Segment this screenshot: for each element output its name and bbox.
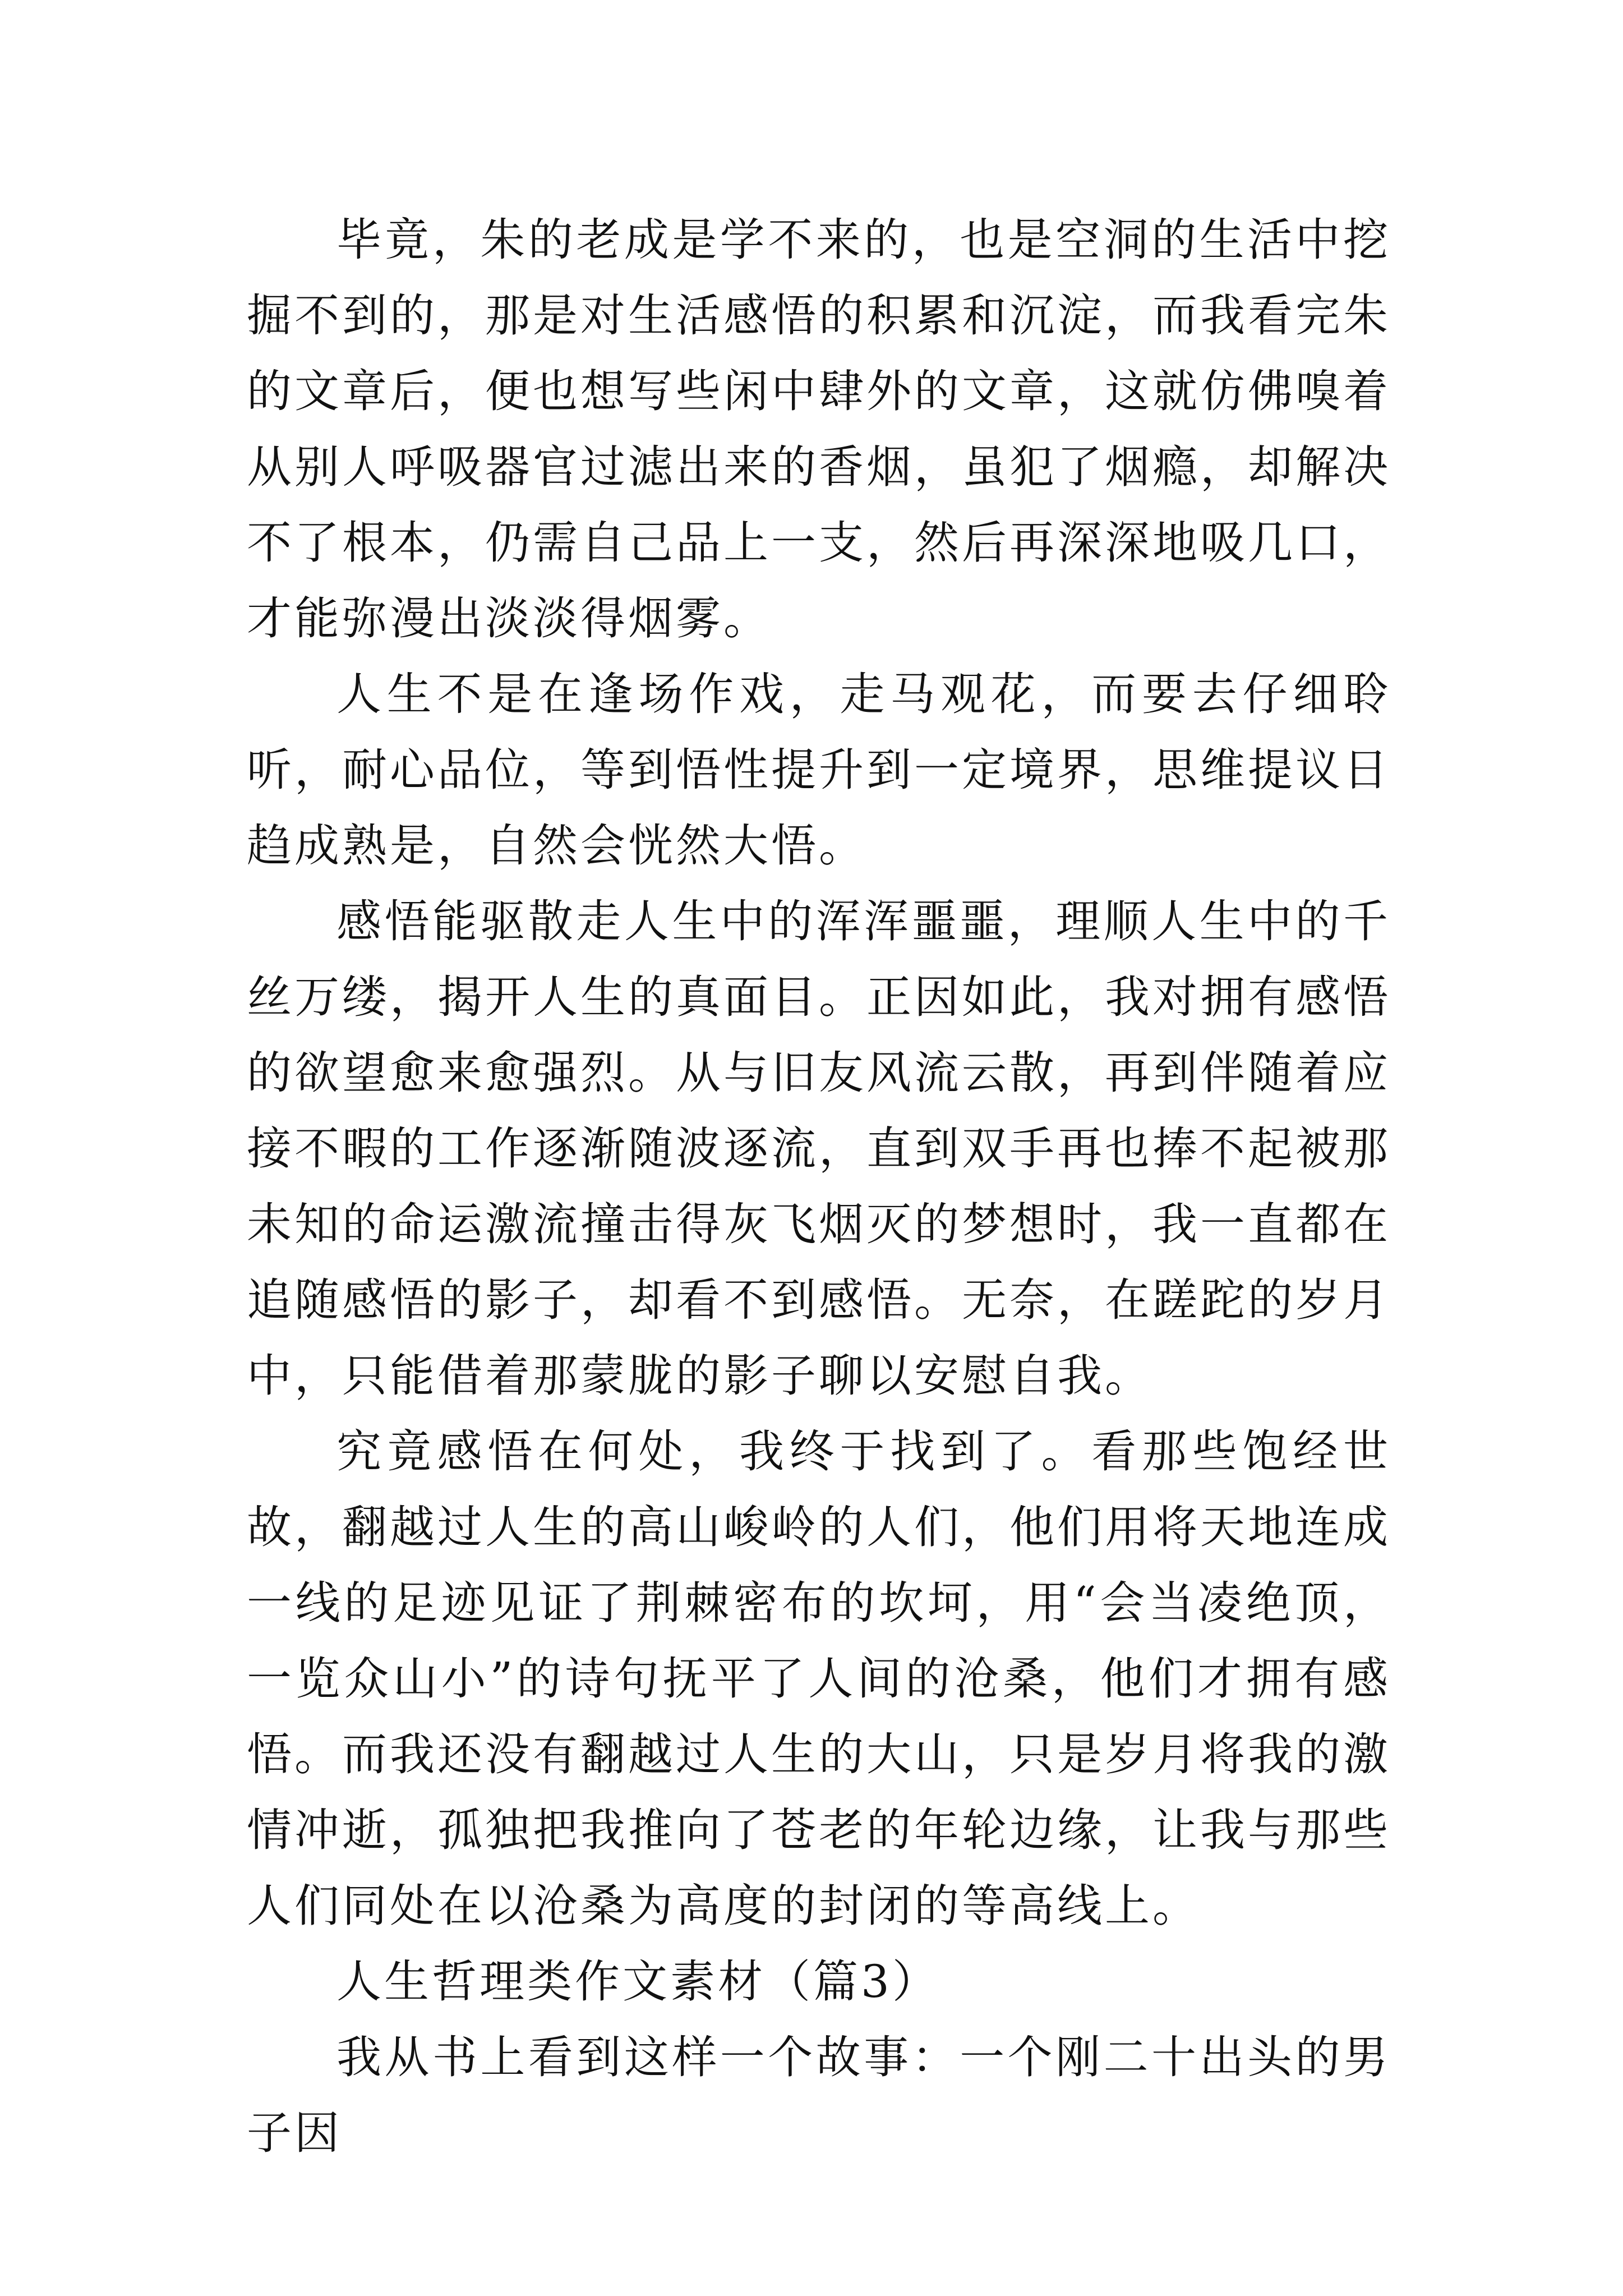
paragraph-1: 毕竟，朱的老成是学不来的，也是空洞的生活中挖掘不到的，那是对生活感悟的积累和沉淀，而我看完朱的文章后，便也想写些闲中肆外的文章，这就仿佛嗅着从别人呼吸器官过滤出来的香烟，虽犯了烟瘾，却解决不了根本，仍需自己品上一支，然后再深深地吸几口，才能弥漫出淡淡得烟雾。 <box>247 214 1391 645</box>
paragraph-2: 人生不是在逢场作戏，走马观花，而要去仔细聆听，耐心品位，等到悟性提升到一定境界，思维提议日趋成熟是，自然会恍然大悟。 <box>247 668 1391 872</box>
paragraph-3: 感悟能驱散走人生中的浑浑噩噩，理顺人生中的千丝万缕，揭开人生的真面目。正因如此，我对拥有感悟的欲望愈来愈强烈。从与旧友风流云散，再到伴随着应接不暇的工作逐渐随波逐流，直到双手再也捧不起被那未知的命运激流撞击得灰飞烟灭的梦想时，我一直都在追随感悟的影子，却看不到感悟。无奈，在蹉跎的岁月中，只能借着那蒙胧的影子聊以安慰自我。 <box>247 895 1391 1402</box>
section-heading: 人生哲理类作文素材（篇3） <box>336 1955 940 2008</box>
paragraph-5: 我从书上看到这样一个故事：一个刚二十出头的男子因 <box>247 2031 1391 2159</box>
paragraph-4: 究竟感悟在何处，我终于找到了。看那些饱经世故，翻越过人生的高山峻岭的人们，他们用将天地连成一线的足迹见证了荆棘密布的坎坷，用“会当凌绝顶，一览众山小”的诗句抚平了人间的沧桑，他们才拥有感悟。而我还没有翻越过人生的大山，只是岁月将我的激情冲逝，孤独把我推向了苍老的年轮边缘，让我与那些人们同处在以沧桑为高度的封闭的等高线上。 <box>247 1425 1391 1932</box>
body-text <box>247 202 1391 2171</box>
